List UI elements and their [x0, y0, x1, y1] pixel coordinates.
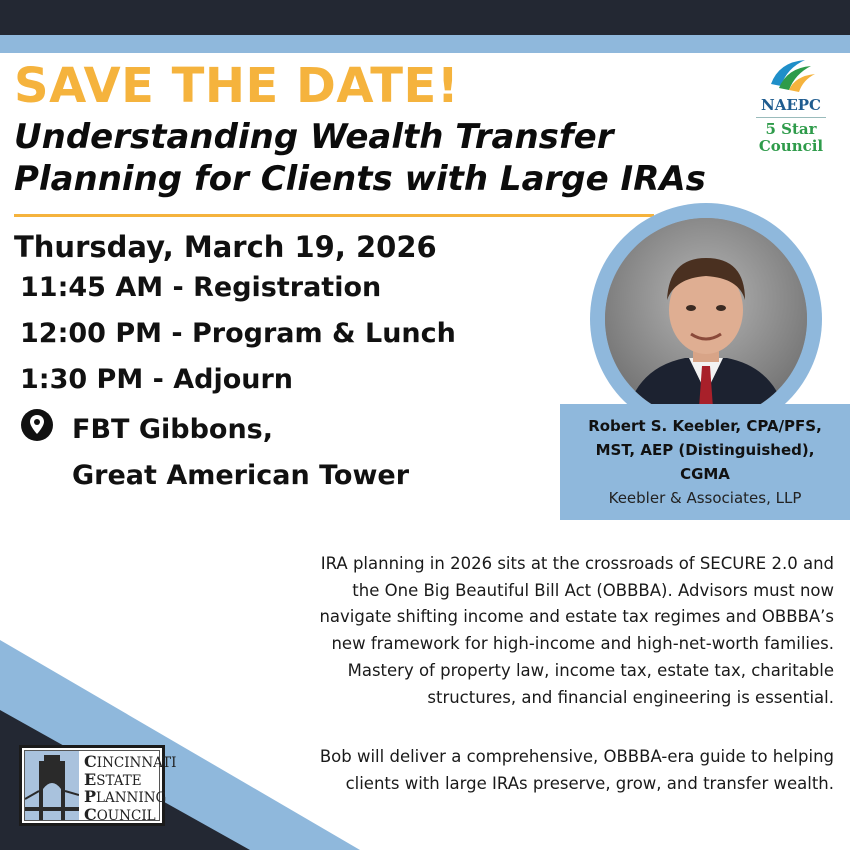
speaker-name-line3: CGMA	[680, 465, 730, 483]
description-line: Mastery of property law, income tax, estate tax, charitable	[347, 660, 834, 680]
description-line: structures, and financial engineering is essential.	[427, 687, 834, 707]
location-line2: Great American Tower	[72, 460, 410, 491]
speaker-portrait-image	[605, 218, 807, 420]
naepc-logo-icon	[765, 54, 817, 94]
event-location	[72, 407, 409, 499]
schedule-registration: 11:45 AM - Registration	[20, 272, 382, 303]
speaker-name	[560, 414, 850, 486]
description-line: navigate shifting income and estate tax regimes and OBBBA’s	[319, 607, 834, 627]
schedule-program: 12:00 PM - Program & Lunch	[20, 318, 456, 349]
speaker-info-box	[560, 404, 850, 520]
description-paragraph-2	[214, 744, 834, 797]
save-the-date-heading: SAVE THE DATE!	[14, 58, 460, 114]
event-title-line1: Understanding Wealth Transfer	[14, 117, 614, 157]
naepc-rating-line1: 5 Star	[765, 120, 817, 138]
description-line: Bob will deliver a comprehensive, OBBBA-era guide to helping	[319, 747, 834, 766]
cepc-wordmark: CINCINNATI ESTATE PLANNING COUNCIL	[84, 752, 177, 824]
schedule-adjourn: 1:30 PM - Adjourn	[20, 364, 294, 395]
speaker-name-line1: Robert S. Keebler, CPA/PFS,	[588, 417, 822, 435]
speaker-photo	[605, 218, 807, 420]
top-blue-band	[0, 35, 850, 53]
title-divider	[14, 214, 654, 217]
description-line: the One Big Beautiful Bill Act (OBBBA). Advisors must now	[352, 580, 834, 600]
description-line: clients with large IRAs preserve, grow, and transfer wealth.	[345, 773, 834, 793]
naepc-name: NAEPC	[761, 96, 821, 114]
cincinnati-estate-planning-council-logo	[19, 745, 177, 826]
naepc-divider	[756, 117, 826, 118]
event-date: Thursday, March 19, 2026	[14, 230, 437, 264]
bridge-tower-icon	[25, 751, 79, 820]
description-paragraph-1	[214, 551, 834, 711]
description-line: new framework for high-income and high-net-worth families.	[331, 634, 834, 654]
location-line1: FBT Gibbons,	[72, 414, 274, 445]
top-dark-band	[0, 0, 850, 35]
event-title	[14, 116, 706, 200]
event-title-line2: Planning for Clients with Large IRAs	[14, 159, 706, 199]
naepc-rating-line2: Council	[758, 137, 824, 155]
speaker-firm: Keebler & Associates, LLP	[608, 489, 802, 507]
map-pin-icon	[20, 408, 54, 442]
speaker-name-line2: MST, AEP (Distinguished),	[595, 441, 815, 459]
naepc-badge	[752, 54, 830, 166]
description-line: IRA planning in 2026 sits at the crossroads of SECURE 2.0 and	[320, 554, 834, 573]
